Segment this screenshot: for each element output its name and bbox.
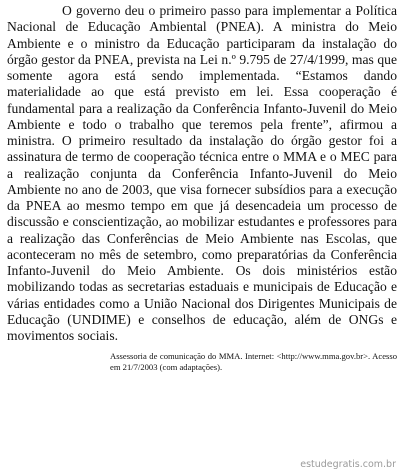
site-watermark: estudegratis.com.br	[300, 459, 396, 470]
source-citation: Assessoria de comunicação do MMA. Internet: <http://www.mma.gov.br>. Acesso em 21/7/2003 (com adaptações).	[110, 351, 397, 373]
document-page	[7, 3, 397, 373]
body-paragraph: O governo deu o primeiro passo para implementar a Política Nacional de Educação Ambiental (PNEA). A ministra do Meio Ambiente e o ministro da Educação participaram da instalação do órgão gestor da PNEA, prevista na Lei n.º 9.795 de 27/4/1999, mas que somente agora está sendo implementada. “Estamos dando materialidade ao que está previsto em lei. Essa cooperação é fundamental para a realização da Conferência Infanto-Juvenil do Meio Ambiente e todo o trabalho que teremos pela frente”, afirmou a ministra. O primeiro resultado da instalação do órgão gestor foi a assinatura de termo de cooperação técnica entre o MMA e o MEC para a realização conjunta da Conferência Infanto-Juvenil do Meio Ambiente no ano de 2003, que visa fornecer subsídios para a execução da PNEA ao mesmo tempo em que já desencadeia um processo de discussão e conscientização, ao mobilizar estudantes e professores para a realização das Conferências de Meio Ambiente nas Escolas, que aconteceram no mês de setembro, como preparatórias da Conferência Infanto-Juvenil do Meio Ambiente. Os dois ministérios estão mobilizando todas as secretarias estaduais e municipais de Educação e várias entidades como a União Nacional dos Dirigentes Municipais de Educação (UNDIME) e conselhos de educação, além de ONGs e movimentos sociais.	[7, 3, 397, 343]
